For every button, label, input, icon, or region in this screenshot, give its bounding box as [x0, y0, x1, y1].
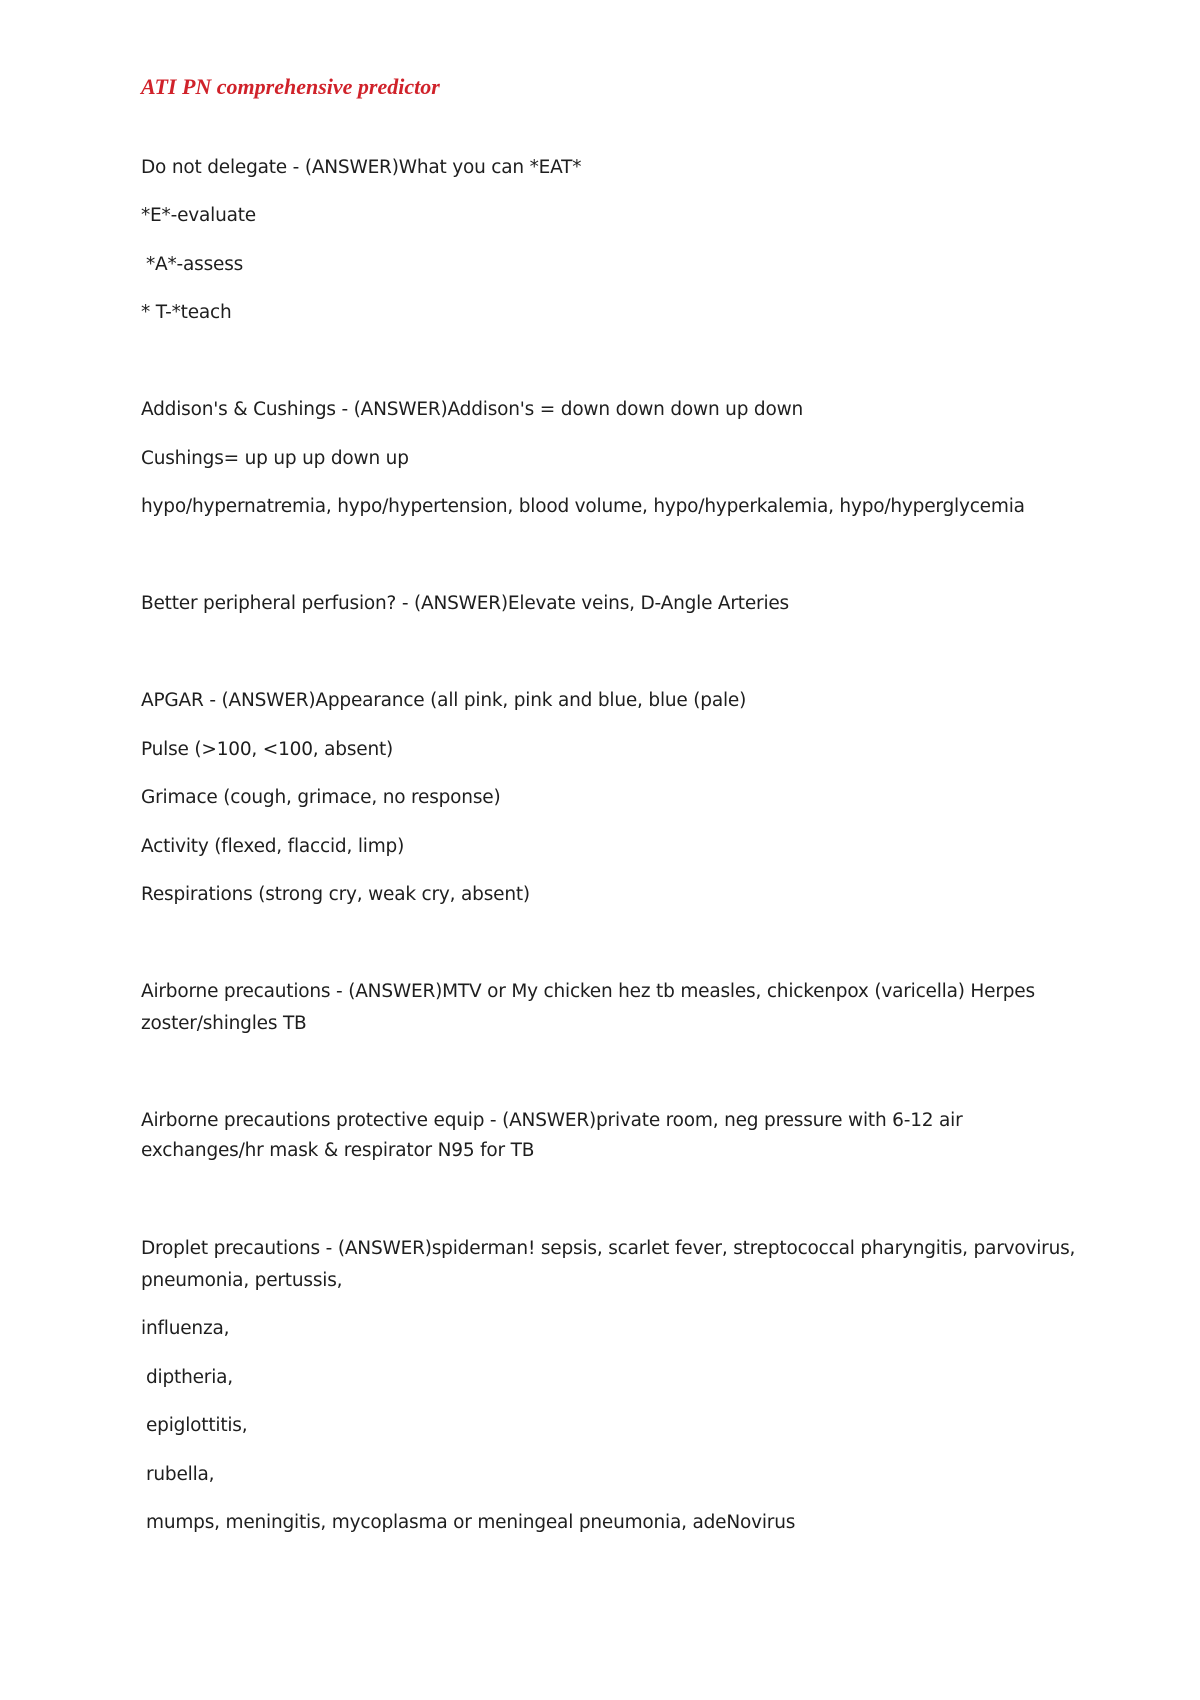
text-line: Better peripheral perfusion? - (ANSWER)Elevate veins, D-Angle Arteries: [141, 593, 789, 614]
text-line: rubella,: [146, 1464, 215, 1485]
text-line: APGAR - (ANSWER)Appearance (all pink, pink and blue, blue (pale): [141, 690, 747, 711]
text-line: Activity (flexed, flaccid, limp): [141, 836, 405, 857]
text-line: Droplet precautions - (ANSWER)spiderman! sepsis, scarlet fever, streptococcal pharyngitis, parvovirus,: [141, 1238, 1076, 1259]
text-line: zoster/shingles TB: [141, 1013, 307, 1034]
document-title: ATI PN comprehensive predictor: [141, 74, 440, 99]
text-line: Grimace (cough, grimace, no response): [141, 787, 501, 808]
text-line: Pulse (>100, <100, absent): [141, 739, 394, 760]
text-line: Airborne precautions protective equip - (ANSWER)private room, neg pressure with 6-12 air: [141, 1110, 963, 1131]
text-line: *A*-assess: [146, 254, 244, 275]
text-line: epiglottitis,: [146, 1415, 248, 1436]
text-line: Respirations (strong cry, weak cry, absent): [141, 884, 530, 905]
text-line: * T-*teach: [141, 302, 232, 323]
text-line: Airborne precautions - (ANSWER)MTV or My chicken hez tb measles, chickenpox (varicella) Herpes: [141, 981, 1035, 1002]
text-line: influenza,: [141, 1318, 230, 1339]
text-line: hypo/hypernatremia, hypo/hypertension, blood volume, hypo/hyperkalemia, hypo/hyperglycemia: [141, 496, 1025, 517]
text-line: mumps, meningitis, mycoplasma or meningeal pneumonia, adeNovirus: [146, 1512, 796, 1533]
text-line: *E*-evaluate: [141, 205, 256, 226]
text-line: Addison's & Cushings - (ANSWER)Addison's = down down down up down: [141, 399, 804, 420]
text-line: diptheria,: [146, 1367, 233, 1388]
text-line: Cushings= up up up down up: [141, 448, 409, 469]
text-line: exchanges/hr mask & respirator N95 for TB: [141, 1140, 535, 1161]
text-line: Do not delegate - (ANSWER)What you can *EAT*: [141, 157, 582, 178]
text-line: pneumonia, pertussis,: [141, 1270, 343, 1291]
